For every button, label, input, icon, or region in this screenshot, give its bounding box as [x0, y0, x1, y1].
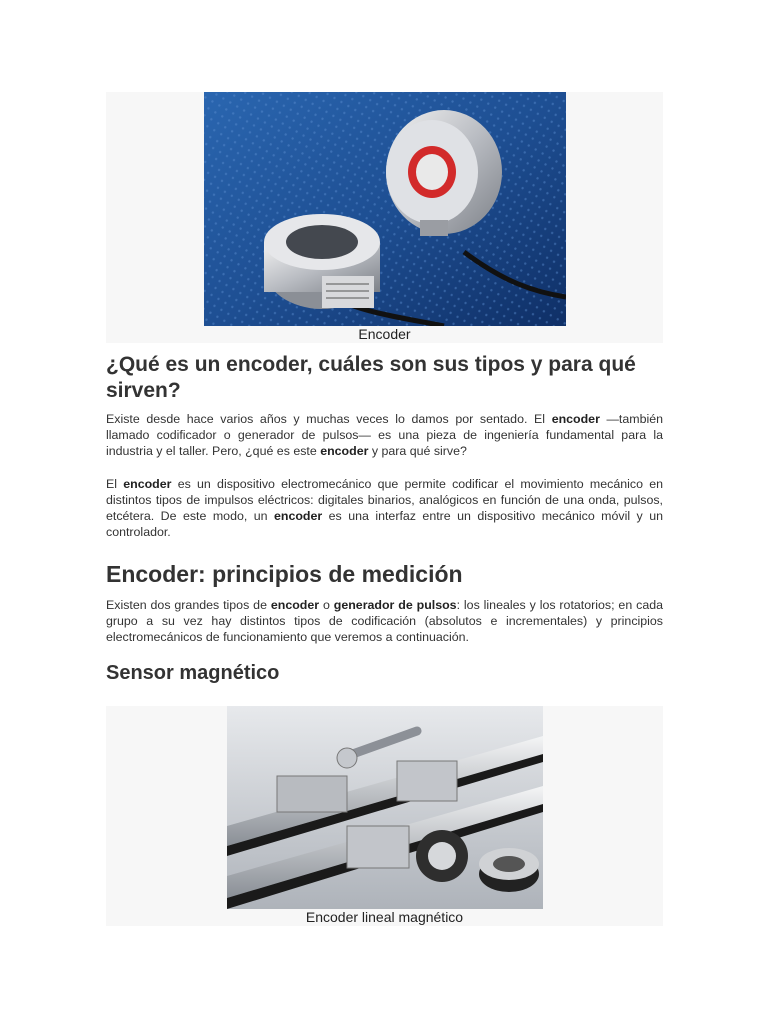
figure-caption: Encoder lineal magnético	[305, 909, 464, 925]
figure-encoder	[106, 92, 663, 343]
principles-paragraph: Existen dos grandes tipos de encoder o generador de pulsos: los lineales y los rotatorios; en cada grupo a su vez hay distintos tipos de codificación (absolutos e incrementales) y principios electromecánicos de funcionamiento que veremos a continuación.	[106, 598, 663, 644]
figure-caption: Encoder	[358, 326, 411, 342]
main-heading: ¿Qué es un encoder, cuáles son sus tipos y para qué sirven?	[106, 353, 636, 402]
encoder-photo	[204, 92, 566, 326]
subsection-heading: Sensor magnético	[106, 662, 280, 684]
article	[106, 0, 663, 926]
linear-encoder-photo	[227, 706, 543, 909]
definition-paragraph: El encoder es un dispositivo electromecánico que permite codificar el movimiento mecánico en distintos tipos de impulsos eléctricos: digitales binarios, analógicos en función de una onda, pulsos, etcétera. De este modo, un encoder es una interfaz entre un dispositivo mecánico móvil y un controlador.	[106, 477, 663, 539]
intro-paragraph: Existe desde hace varios años y muchas veces lo damos por sentado. El encoder —también llamado codificador o generador de pulsos— es una pieza de ingeniería fundamental para la industria y el taller. Pero, ¿qué es este encoder y para qué sirve?	[106, 412, 663, 458]
figure-linear-encoder	[106, 706, 663, 926]
section-heading: Encoder: principios de medición	[106, 561, 463, 587]
